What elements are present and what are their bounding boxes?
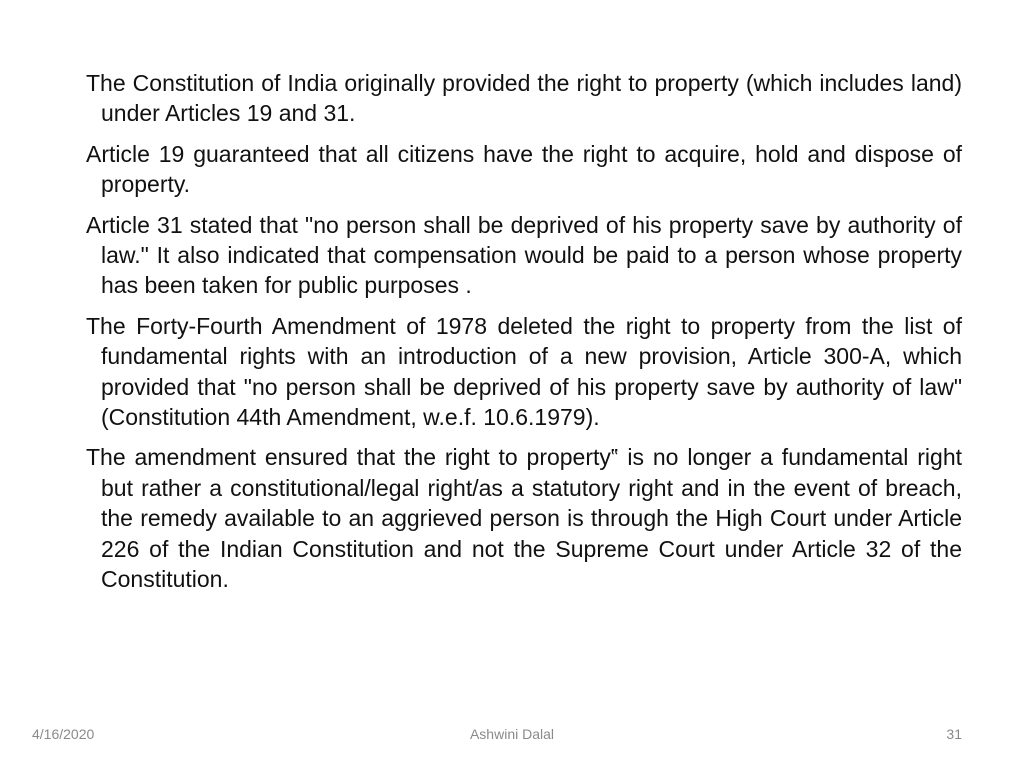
paragraph-amendment-effect: The amendment ensured that the right to property‟ is no longer a fundamental right but rather a constitutional/legal right/as a statutory right and in the event of breach, the remedy available to an aggrieved person is through the High Court under Article 226 of the Indian Constitution and not the Supreme Court under Article 32 of the Constitution. — [86, 444, 962, 593]
paragraph-44th-amendment: The Forty-Fourth Amendment of 1978 deleted the right to property from the list of fundamental rights with an introduction of a new provision, Article 300-A, which provided that "no person shall be deprived of his property save by authority of law" (Constitution 44th Amendment, w.e.f. 10.6.1979). — [86, 312, 962, 431]
footer-page-number: 31 — [946, 726, 962, 742]
paragraph-article-19: Article 19 guaranteed that all citizens have the right to acquire, hold and dispose of property. — [86, 140, 962, 198]
footer-author: Ashwini Dalal — [469, 726, 555, 742]
footer-date: 4/16/2020 — [32, 726, 95, 742]
slide-content — [86, 68, 962, 605]
paragraph-article-31: Article 31 stated that "no person shall be deprived of his property save by authority of law." It also indicated that compensation would be paid to a person whose property has been taken for public purposes . — [86, 211, 962, 299]
paragraph-right-to-property: The Constitution of India originally provided the right to property (which includes land) under Articles 19 and 31. — [86, 70, 962, 127]
